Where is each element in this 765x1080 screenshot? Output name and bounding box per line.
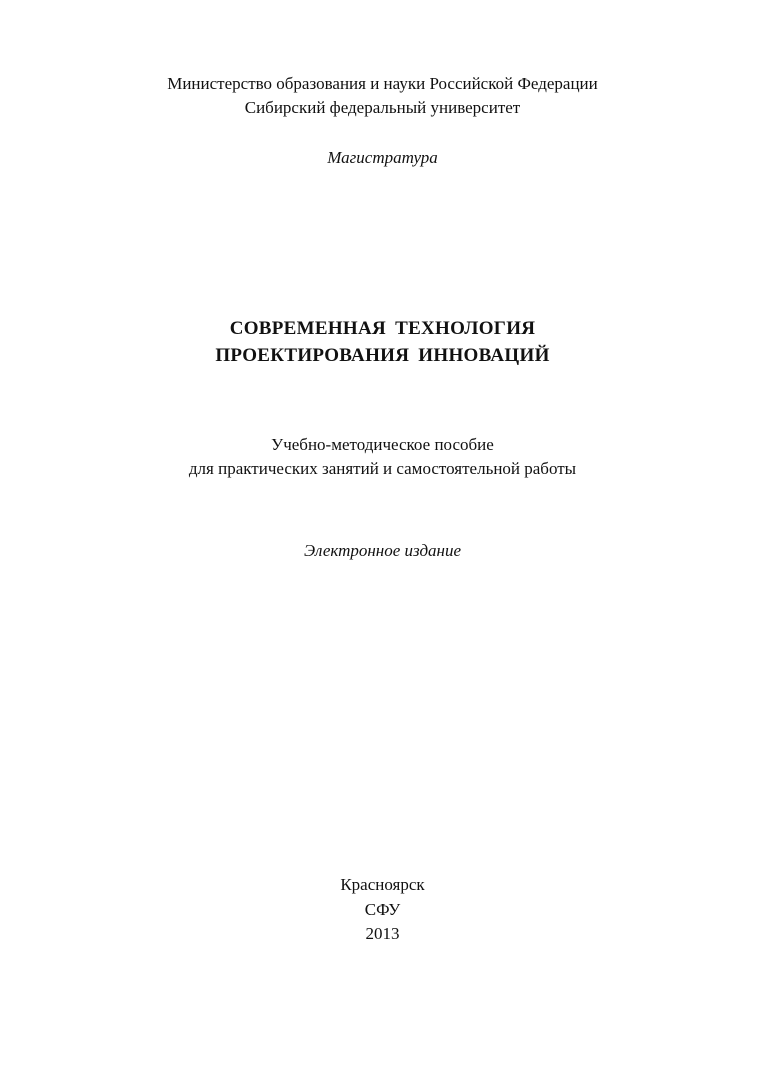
city-line: Красноярск [340, 875, 425, 894]
title-line-1: СОВРЕМЕННАЯ ТЕХНОЛОГИЯ [229, 318, 536, 339]
edition-line: Электронное издание [303, 541, 462, 560]
subtitle-line-1: Учебно-методическое пособие [271, 435, 494, 454]
year-line: 2013 [365, 924, 400, 943]
title-line-2: ПРОЕКТИРОВАНИЯ ИННОВАЦИЙ [215, 345, 550, 366]
ministry-line: Министерство образования и науки Российской Федерации [167, 74, 598, 93]
university-line: Сибирский федеральный университет [244, 98, 521, 117]
publisher-line: СФУ [364, 900, 401, 919]
subtitle-line-2: для практических занятий и самостоятельной работы [188, 459, 577, 478]
program-line: Магистратура [327, 148, 438, 167]
